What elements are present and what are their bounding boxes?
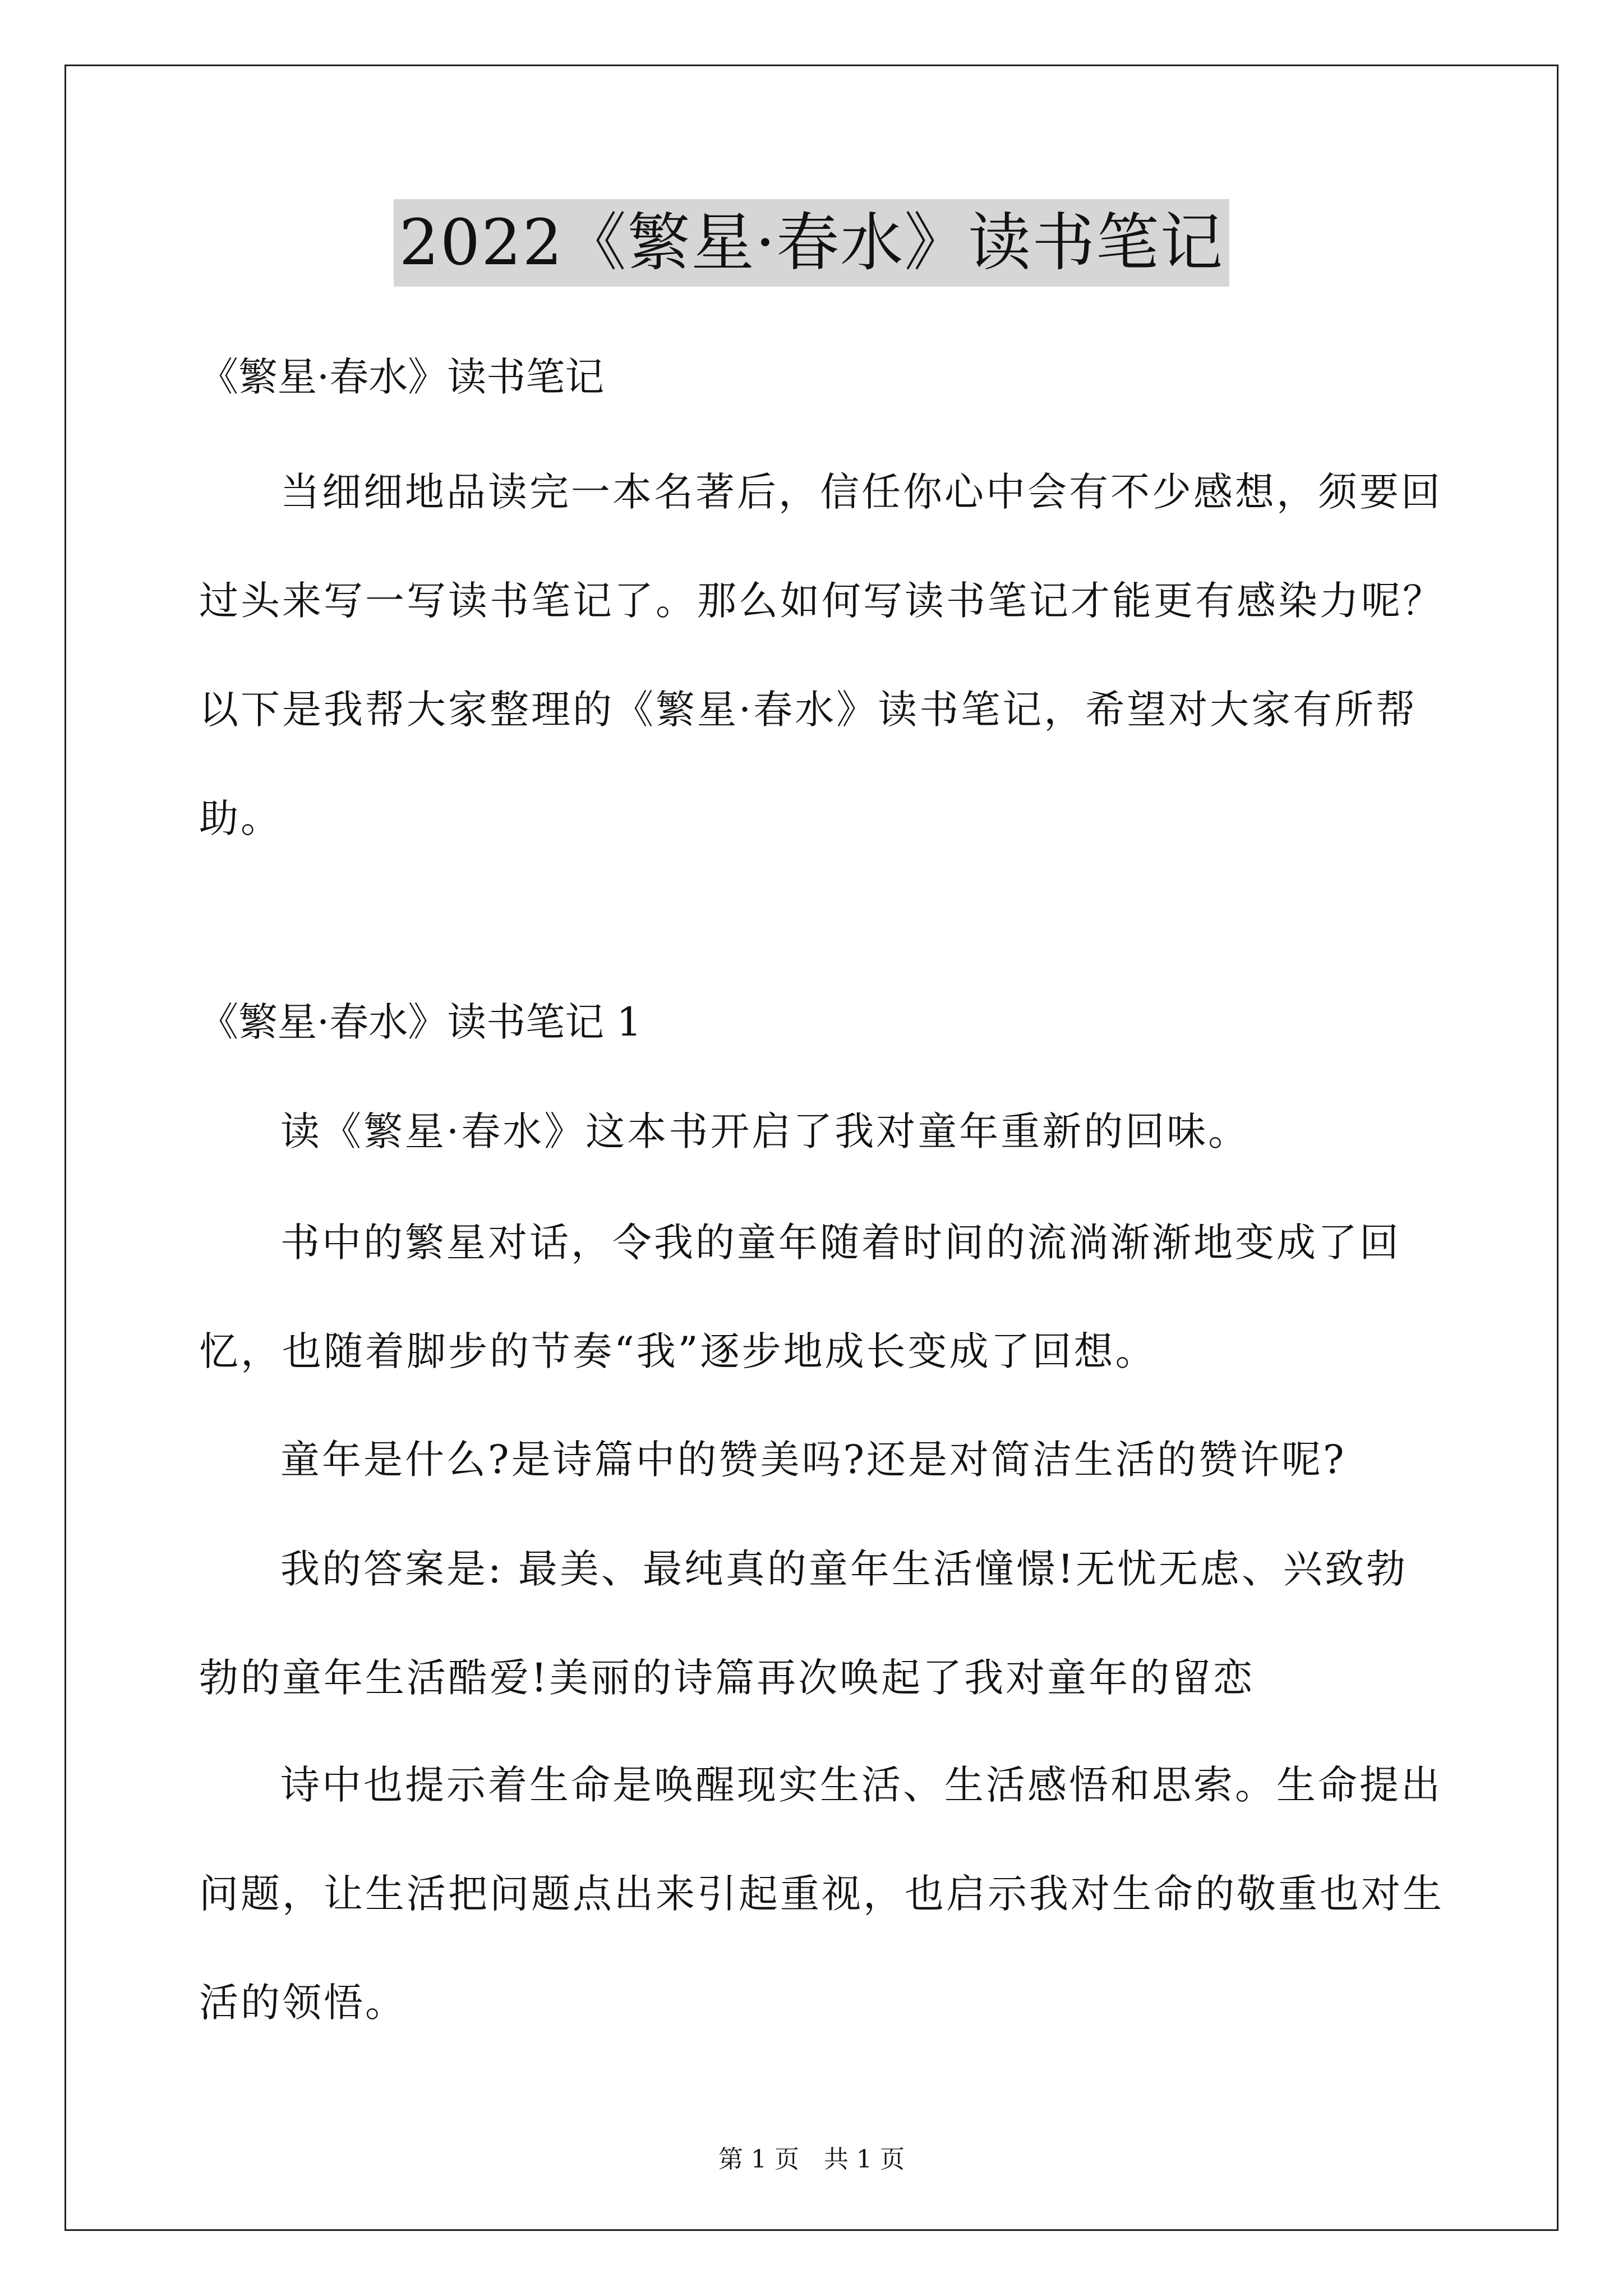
paragraph-5: 诗中也提示着生命是唤醒现实生活、生活感悟和思索。生命提出问题，让生活把问题点出来引起重视，也启示我对生命的敬重也对生活的领悟。 <box>199 1762 1444 2026</box>
intro-paragraph: 当细细地品读完一本名著后，信任你心中会有不少感想，须要回过头来写一写读书笔记了。那么如何写读书笔记才能更有感染力呢？以下是我帮大家整理的《繁星·春水》读书笔记，希望对大家有所帮助。 <box>199 469 1444 841</box>
paragraph-1: 读《繁星·春水》这本书开启了我对童年重新的回味。 <box>280 1108 1250 1154</box>
paragraph-2: 书中的繁星对话，令我的童年随着时间的流淌渐渐地变成了回忆，也随着脚步的节奏“我”逐步地成长变成了回想。 <box>199 1220 1401 1374</box>
subtitle: 《繁星·春水》读书笔记 <box>199 354 605 400</box>
paragraph-3: 童年是什么?是诗篇中的赞美吗?还是对简洁生活的赞许呢? <box>280 1437 1347 1483</box>
title-container <box>0 199 1623 287</box>
paragraph-4: 我的答案是: 最美、最纯真的童年生活憧憬!无忧无虑、兴致勃勃的童年生活酷爱!美丽的诗篇再次唤起了我对童年的留恋 <box>199 1546 1408 1701</box>
document-title: 2022《繁星·春水》读书笔记 <box>394 199 1230 287</box>
page-footer: 第 1 页 共 1 页 <box>718 2145 905 2174</box>
section-heading: 《繁星·春水》读书笔记 1 <box>199 999 642 1045</box>
